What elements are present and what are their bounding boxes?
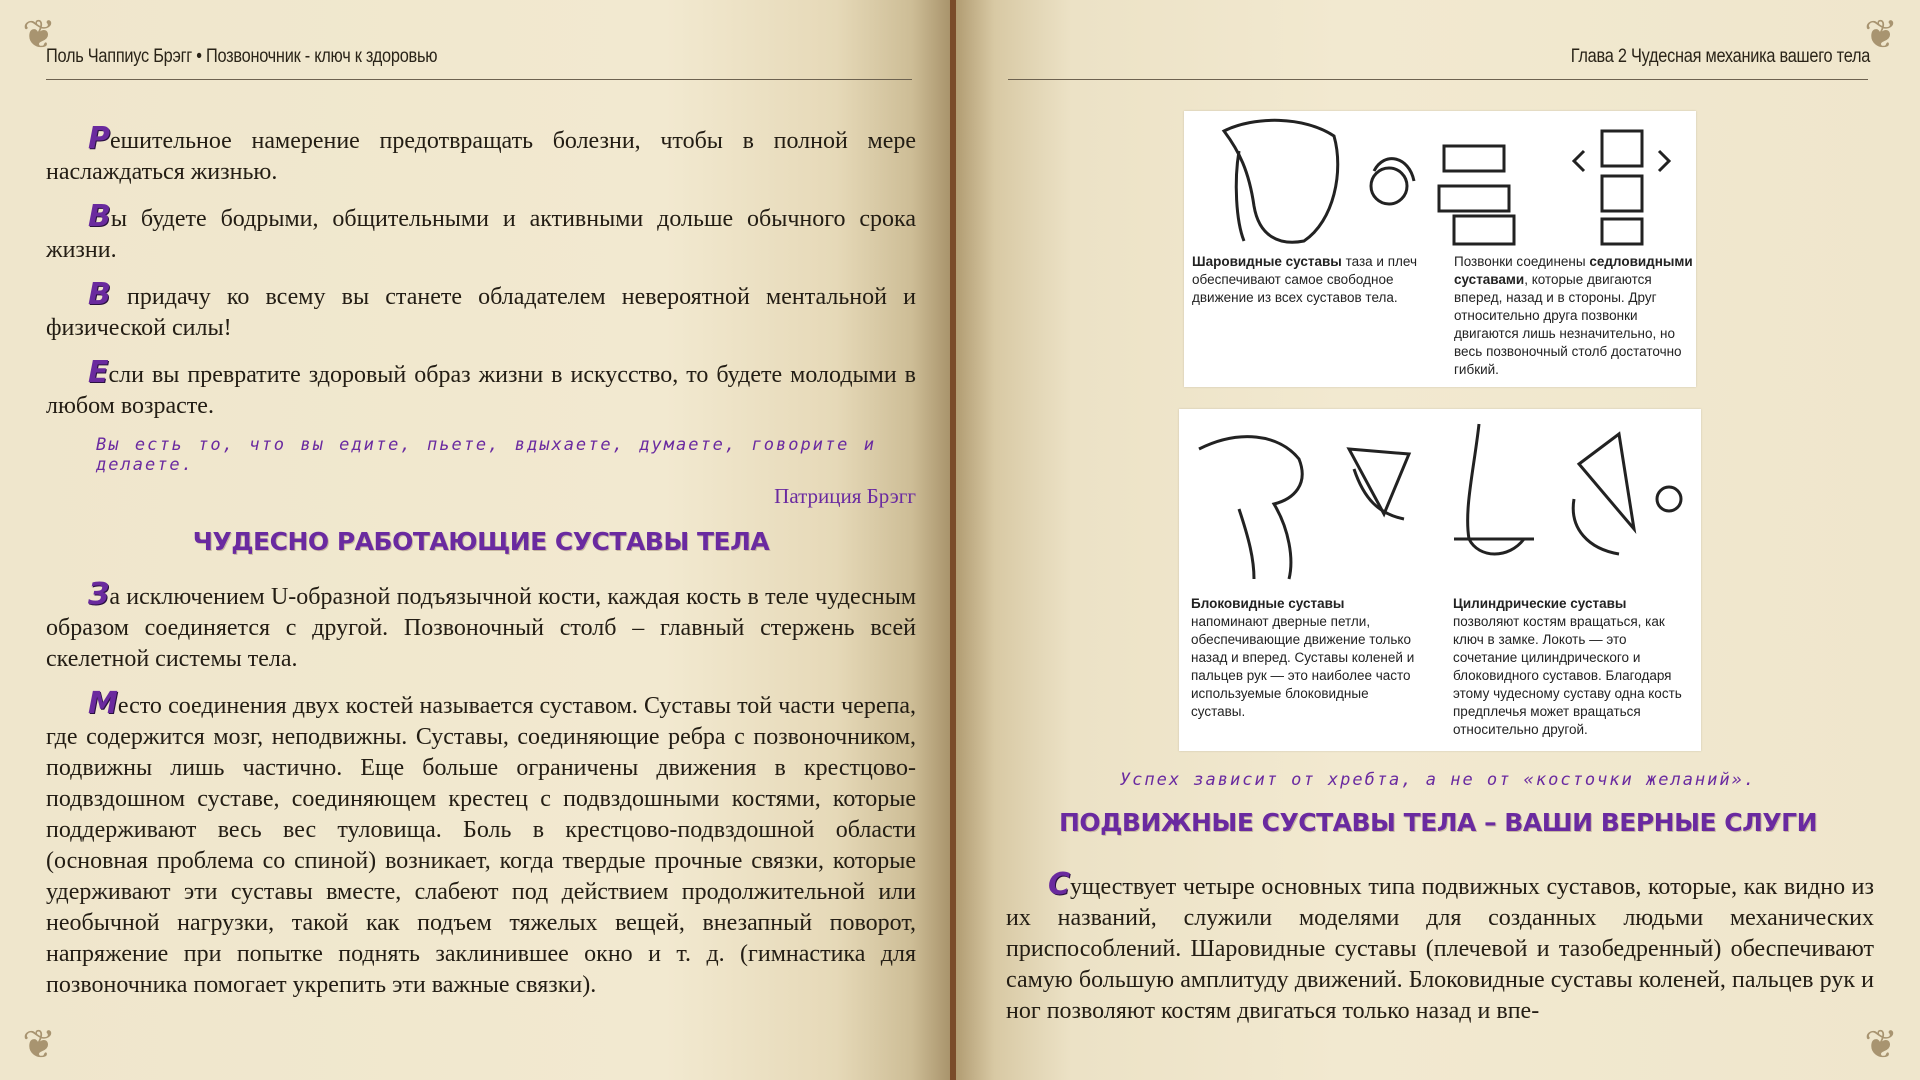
paragraph [46,123,916,188]
corner-ornament-icon: ❦ [1864,1022,1898,1067]
caption-term: Блоковидные суставы [1191,596,1345,611]
caption-text: Позвонки соединены [1454,254,1590,269]
drop-cap: Р [88,121,110,156]
paragraph [46,201,916,266]
caption-text: напоминают дверные петли, обеспечивающие движение только назад и вперед. Суставы коленей и пальцев рук — это наиболее часто используемые блоковидные суставы. [1191,614,1415,719]
left-text-block [46,123,916,1014]
drop-cap: С [1048,867,1071,902]
header-rule [46,79,912,80]
caption-term: Цилиндрические суставы [1453,596,1627,611]
paragraph-text: уществует четыре основных типа подвижных суставов, которые, как видно из их названий, служили моделями для созданных людьми механических приспособлений. Шаровидные суставы (плечевой и тазобедренный) обеспечивают самую большую амплитуду движений. Блоковидные суставы коленей, пальцев рук и ног позволяют костям двигаться только назад и впе- [1006,874,1874,1024]
paragraph [46,357,916,422]
corner-ornament-icon: ❦ [1864,12,1898,57]
drop-cap: В [88,199,111,234]
paragraph-text: есто соединения двух костей называется суставом. Суставы той части черепа, где содержится мозг, неподвижны. Суставы, соединяющие ребра с позвоночником, подвижны лишь частично. Еще больше ограничены движения в крестцово-подвздошном суставе, соединяющем крестец с подвздошными костями, которые поддерживают весь вес туловища. Боль в крестцово-подвздошной области (основная проблема со спиной) возникает, когда твердые прочные связки, которые удерживают эти суставы вместе, слабеют под действием продолжительной или необычной нагрузки, такой как подъем тяжелых вещей, внезапный поворот, напряжение при попытке поднять заклинившее окно и т. д. (гимнастика для позвоночника помогает укрепить эти важные связки). [46,693,916,998]
paragraph [1006,869,1874,1027]
left-page [0,0,950,1080]
caption-text: позволяют костям вращаться, как ключ в замке. Локоть — это сочетание цилиндрического и блоковидного суставов. Благодаря этому чудесному суставу одна кость предплечья может вращаться относительно другой. [1453,614,1682,737]
paragraph-text: ешительное намерение предотвращать болезни, чтобы в полной мере наслаждаться жизнью. [46,128,916,185]
quote-author: Патриция Брэгг [774,484,916,508]
joint-illustration-icon [1179,409,1701,589]
joint-illustration-icon [1184,111,1696,251]
drop-cap: М [88,686,118,721]
running-header-right: Глава 2 Чудесная механика вашего тела [1570,46,1870,67]
paragraph [46,688,916,1001]
paragraph-text: придачу ко всему вы станете обладателем невероятной ментальной и физической силы! [46,284,916,341]
section-heading: ЧУДЕСНО РАБОТАЮЩИЕ СУСТАВЫ ТЕЛА [192,527,770,556]
right-text-block [1006,869,1874,1040]
caption-term: Шаровидные суставы [1192,254,1342,269]
figure-ball-saddle-joints [1184,111,1696,387]
header-rule [1008,79,1868,80]
paragraph [46,279,916,344]
caption-text: таза и плеч обеспечивают самое свободное движение из всех суставов тела. [1192,254,1417,305]
epigraph-quote: Успех зависит от хребта, а не от «косточки желаний». [1119,770,1757,790]
right-page [956,0,1920,1080]
caption-text: , которые двигаются вперед, назад и в стороны. Друг относительно друга позвонки двигаются лишь незначительно, но весь позвоночный столб достаточно гибкий. [1454,272,1682,377]
corner-ornament-icon: ❦ [22,12,56,57]
figure-caption [1453,595,1693,739]
figure-caption [1191,595,1421,721]
epigraph-quote: Вы есть то, что вы едите, пьете, вдыхаете, думаете, говорите и делаете. [96,435,876,475]
figure-caption [1192,253,1422,307]
paragraph-text: ы будете бодрыми, общительными и активными дольше обычного срока жизни. [46,206,916,263]
section-heading: ПОДВИЖНЫЕ СУСТАВЫ ТЕЛА – ВАШИ ВЕРНЫЕ СЛУГИ [1058,808,1818,837]
paragraph [46,579,916,675]
figure-caption [1454,253,1694,379]
paragraph-text: сли вы превратите здоровый образ жизни в искусство, то будете молодыми в любом возрасте. [46,362,916,419]
drop-cap: Е [88,355,109,390]
corner-ornament-icon: ❦ [22,1022,56,1067]
running-header-left: Поль Чаппиус Брэгг • Позвоночник - ключ к здоровью [46,46,438,67]
caption-term: седловидными суставами [1454,254,1693,287]
drop-cap: В [88,277,111,312]
drop-cap: З [88,577,110,612]
paragraph-text: а исключением U-образной подъязычной кости, каждая кость в теле чудесным образом соединяется с другой. Позвоночный столб – главный стержень всей скелетной системы тела. [46,584,916,672]
figure-hinge-pivot-joints [1179,409,1701,751]
